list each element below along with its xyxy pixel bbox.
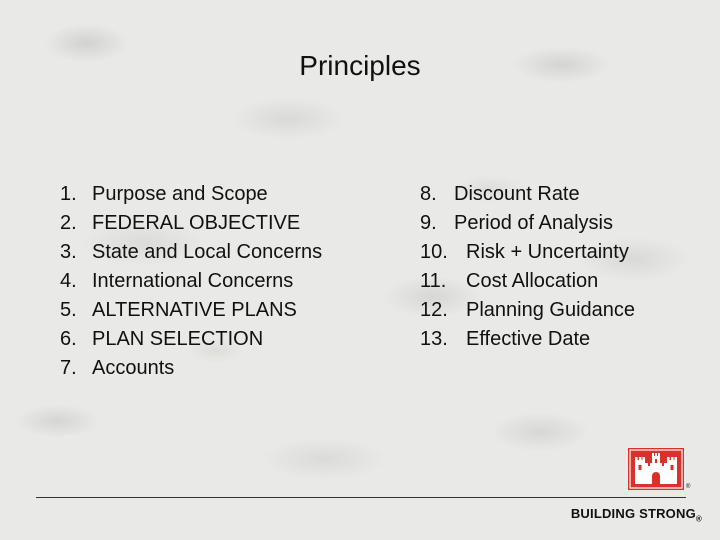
item-number: 5. xyxy=(60,299,77,321)
item-label: FEDERAL OBJECTIVE xyxy=(92,212,301,234)
list-item xyxy=(60,296,322,325)
item-label: Discount Rate xyxy=(454,183,580,205)
castle-icon xyxy=(628,448,684,490)
item-number: 2. xyxy=(60,212,77,234)
item-number: 6. xyxy=(60,328,77,350)
item-label: PLAN SELECTION xyxy=(92,328,264,350)
list-item xyxy=(60,354,322,383)
item-label: ALTERNATIVE PLANS xyxy=(92,299,297,321)
registered-mark: ® xyxy=(686,484,691,490)
tagline-registered-mark: ® xyxy=(695,514,702,524)
list-item xyxy=(60,267,322,296)
item-number: 8. xyxy=(420,183,437,205)
item-number: 13. xyxy=(420,328,448,350)
item-number: 7. xyxy=(60,357,77,379)
item-label: Effective Date xyxy=(466,328,591,350)
item-label: Risk + Uncertainty xyxy=(466,241,629,263)
principles-list-left xyxy=(60,180,322,383)
principles-list-right xyxy=(420,180,635,354)
item-number: 1. xyxy=(60,183,77,205)
item-number: 4. xyxy=(60,270,77,292)
item-label: Purpose and Scope xyxy=(92,183,268,205)
list-item xyxy=(60,209,322,238)
item-number: 3. xyxy=(60,241,77,263)
footer-divider xyxy=(36,497,686,498)
list-item xyxy=(60,325,322,354)
slide-title: Principles xyxy=(299,50,421,81)
item-label: Accounts xyxy=(92,357,175,379)
list-item xyxy=(420,209,635,238)
item-label: Period of Analysis xyxy=(454,212,613,234)
list-item xyxy=(420,267,635,296)
item-label: Cost Allocation xyxy=(466,270,599,292)
item-number: 9. xyxy=(420,212,437,234)
list-item xyxy=(60,180,322,209)
tagline-text: BUILDING STRONG xyxy=(570,506,696,521)
list-item xyxy=(420,325,635,354)
item-number: 11. xyxy=(420,270,447,292)
list-item xyxy=(420,180,635,209)
item-label: Planning Guidance xyxy=(466,299,636,321)
list-item xyxy=(420,296,635,325)
list-item xyxy=(420,238,635,267)
item-number: 10. xyxy=(420,241,448,263)
item-number: 12. xyxy=(420,299,448,321)
list-item xyxy=(60,238,322,267)
item-label: State and Local Concerns xyxy=(92,241,323,263)
item-label: International Concerns xyxy=(92,270,294,292)
building-strong-tagline xyxy=(571,506,702,524)
